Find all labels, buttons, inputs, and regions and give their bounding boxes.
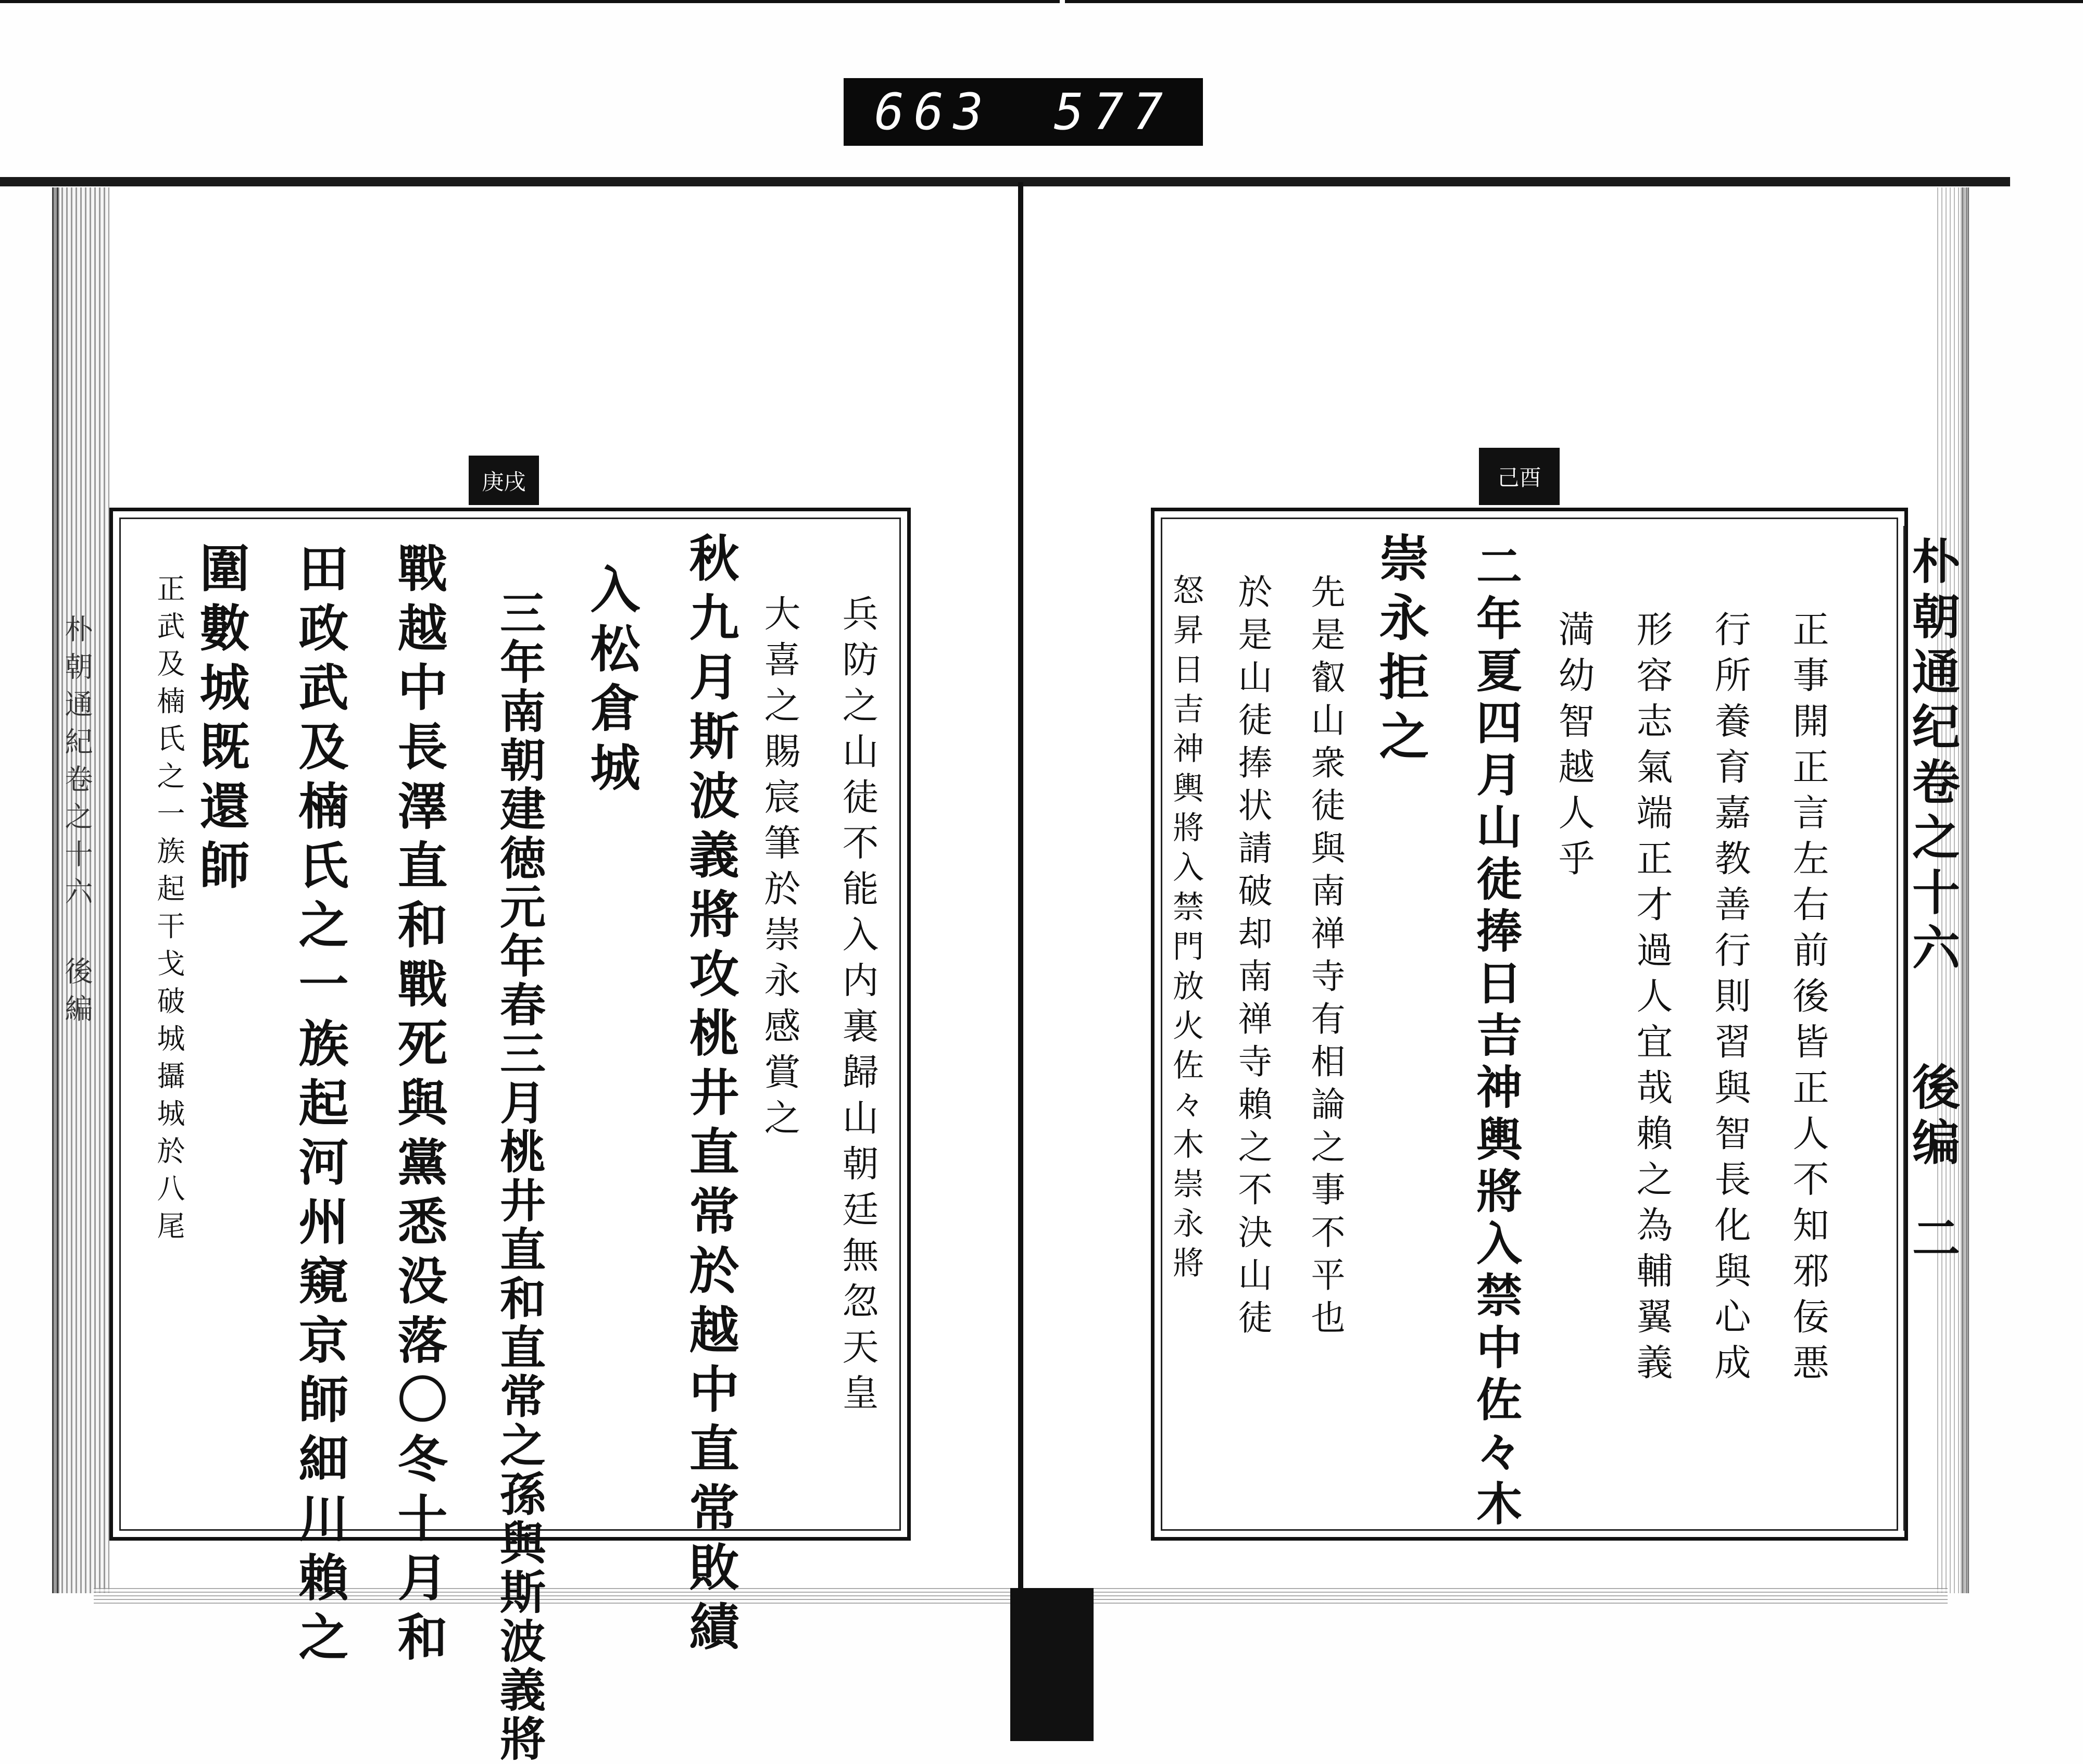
left-spine-text: 朴朝通紀卷之十六 後編 bbox=[60, 614, 93, 1031]
right-col-9: 怒昇日吉神輿將入禁門放火佐々木崇永將 bbox=[1168, 574, 1204, 1286]
right-col-5: 二年夏四月山徒捧日吉神輿將入禁中佐々木 bbox=[1469, 543, 1523, 1532]
right-page-folio: 二 bbox=[1904, 1213, 1961, 1268]
right-col-7: 先是叡山衆徒與南禅寺有相論之事不平也 bbox=[1305, 574, 1345, 1342]
right-text-frame bbox=[1151, 508, 1908, 1541]
left-col-4: 入松倉城 bbox=[582, 563, 641, 801]
left-col-8: 圍數城既還師 bbox=[192, 543, 250, 899]
top-edge-rule-right bbox=[1065, 0, 2083, 3]
right-col-3: 形容志氣端正才過人宜哉賴之為輔翼義 bbox=[1630, 610, 1673, 1389]
left-col-2: 大喜之賜宸筆於崇永感賞之 bbox=[758, 595, 801, 1144]
right-page-header-sub: 後编 bbox=[1904, 1062, 1961, 1173]
right-page-tab: 己酉 bbox=[1479, 448, 1560, 505]
scan-label-right-number: 577 bbox=[1053, 83, 1173, 141]
left-col-5: 三年南朝建徳元年春三月桃井直和直常之孫與斯波義將 bbox=[493, 589, 547, 1764]
right-header-strip bbox=[1903, 526, 1961, 1531]
right-col-4: 満幼智越人乎 bbox=[1552, 610, 1595, 885]
left-col-3: 秋九月斯波義將攻桃井直常於越中直常敗績 bbox=[681, 532, 740, 1660]
left-col-6: 戰越中長澤直和戰死與黨悉没落〇冬十月和 bbox=[390, 543, 448, 1670]
left-col-7: 田政武及楠氏之一族起河州窺京師細川賴之 bbox=[291, 543, 349, 1670]
right-col-6: 崇永拒之 bbox=[1371, 532, 1430, 770]
scan-label-left-number: 663 bbox=[874, 83, 993, 141]
top-edge-rule-left bbox=[0, 0, 1060, 3]
right-col-2: 行所養育嘉教善行則習與智長化與心成 bbox=[1709, 610, 1751, 1389]
right-page-header: 朴朝通纪卷之十六 bbox=[1904, 536, 1961, 978]
left-text-frame bbox=[109, 508, 911, 1764]
spine-shadow bbox=[1010, 1588, 1094, 1741]
left-col-9: 正武及楠氏之一族起干戈破城攝城於八尾 bbox=[153, 574, 185, 1249]
right-col-8: 於是山徒捧状請破却南禅寺賴之不決山徒 bbox=[1232, 574, 1272, 1342]
scan-label bbox=[844, 78, 1203, 146]
book-top-edge bbox=[0, 177, 2010, 186]
left-col-1: 兵防之山徒不能入内裏歸山朝廷無忽天皇 bbox=[836, 595, 879, 1419]
right-col-1: 正事開正言左右前後皆正人不知邪佞悪 bbox=[1787, 610, 1829, 1389]
left-page-tab: 庚戌 bbox=[469, 456, 539, 505]
book-gutter bbox=[1018, 182, 1023, 1588]
